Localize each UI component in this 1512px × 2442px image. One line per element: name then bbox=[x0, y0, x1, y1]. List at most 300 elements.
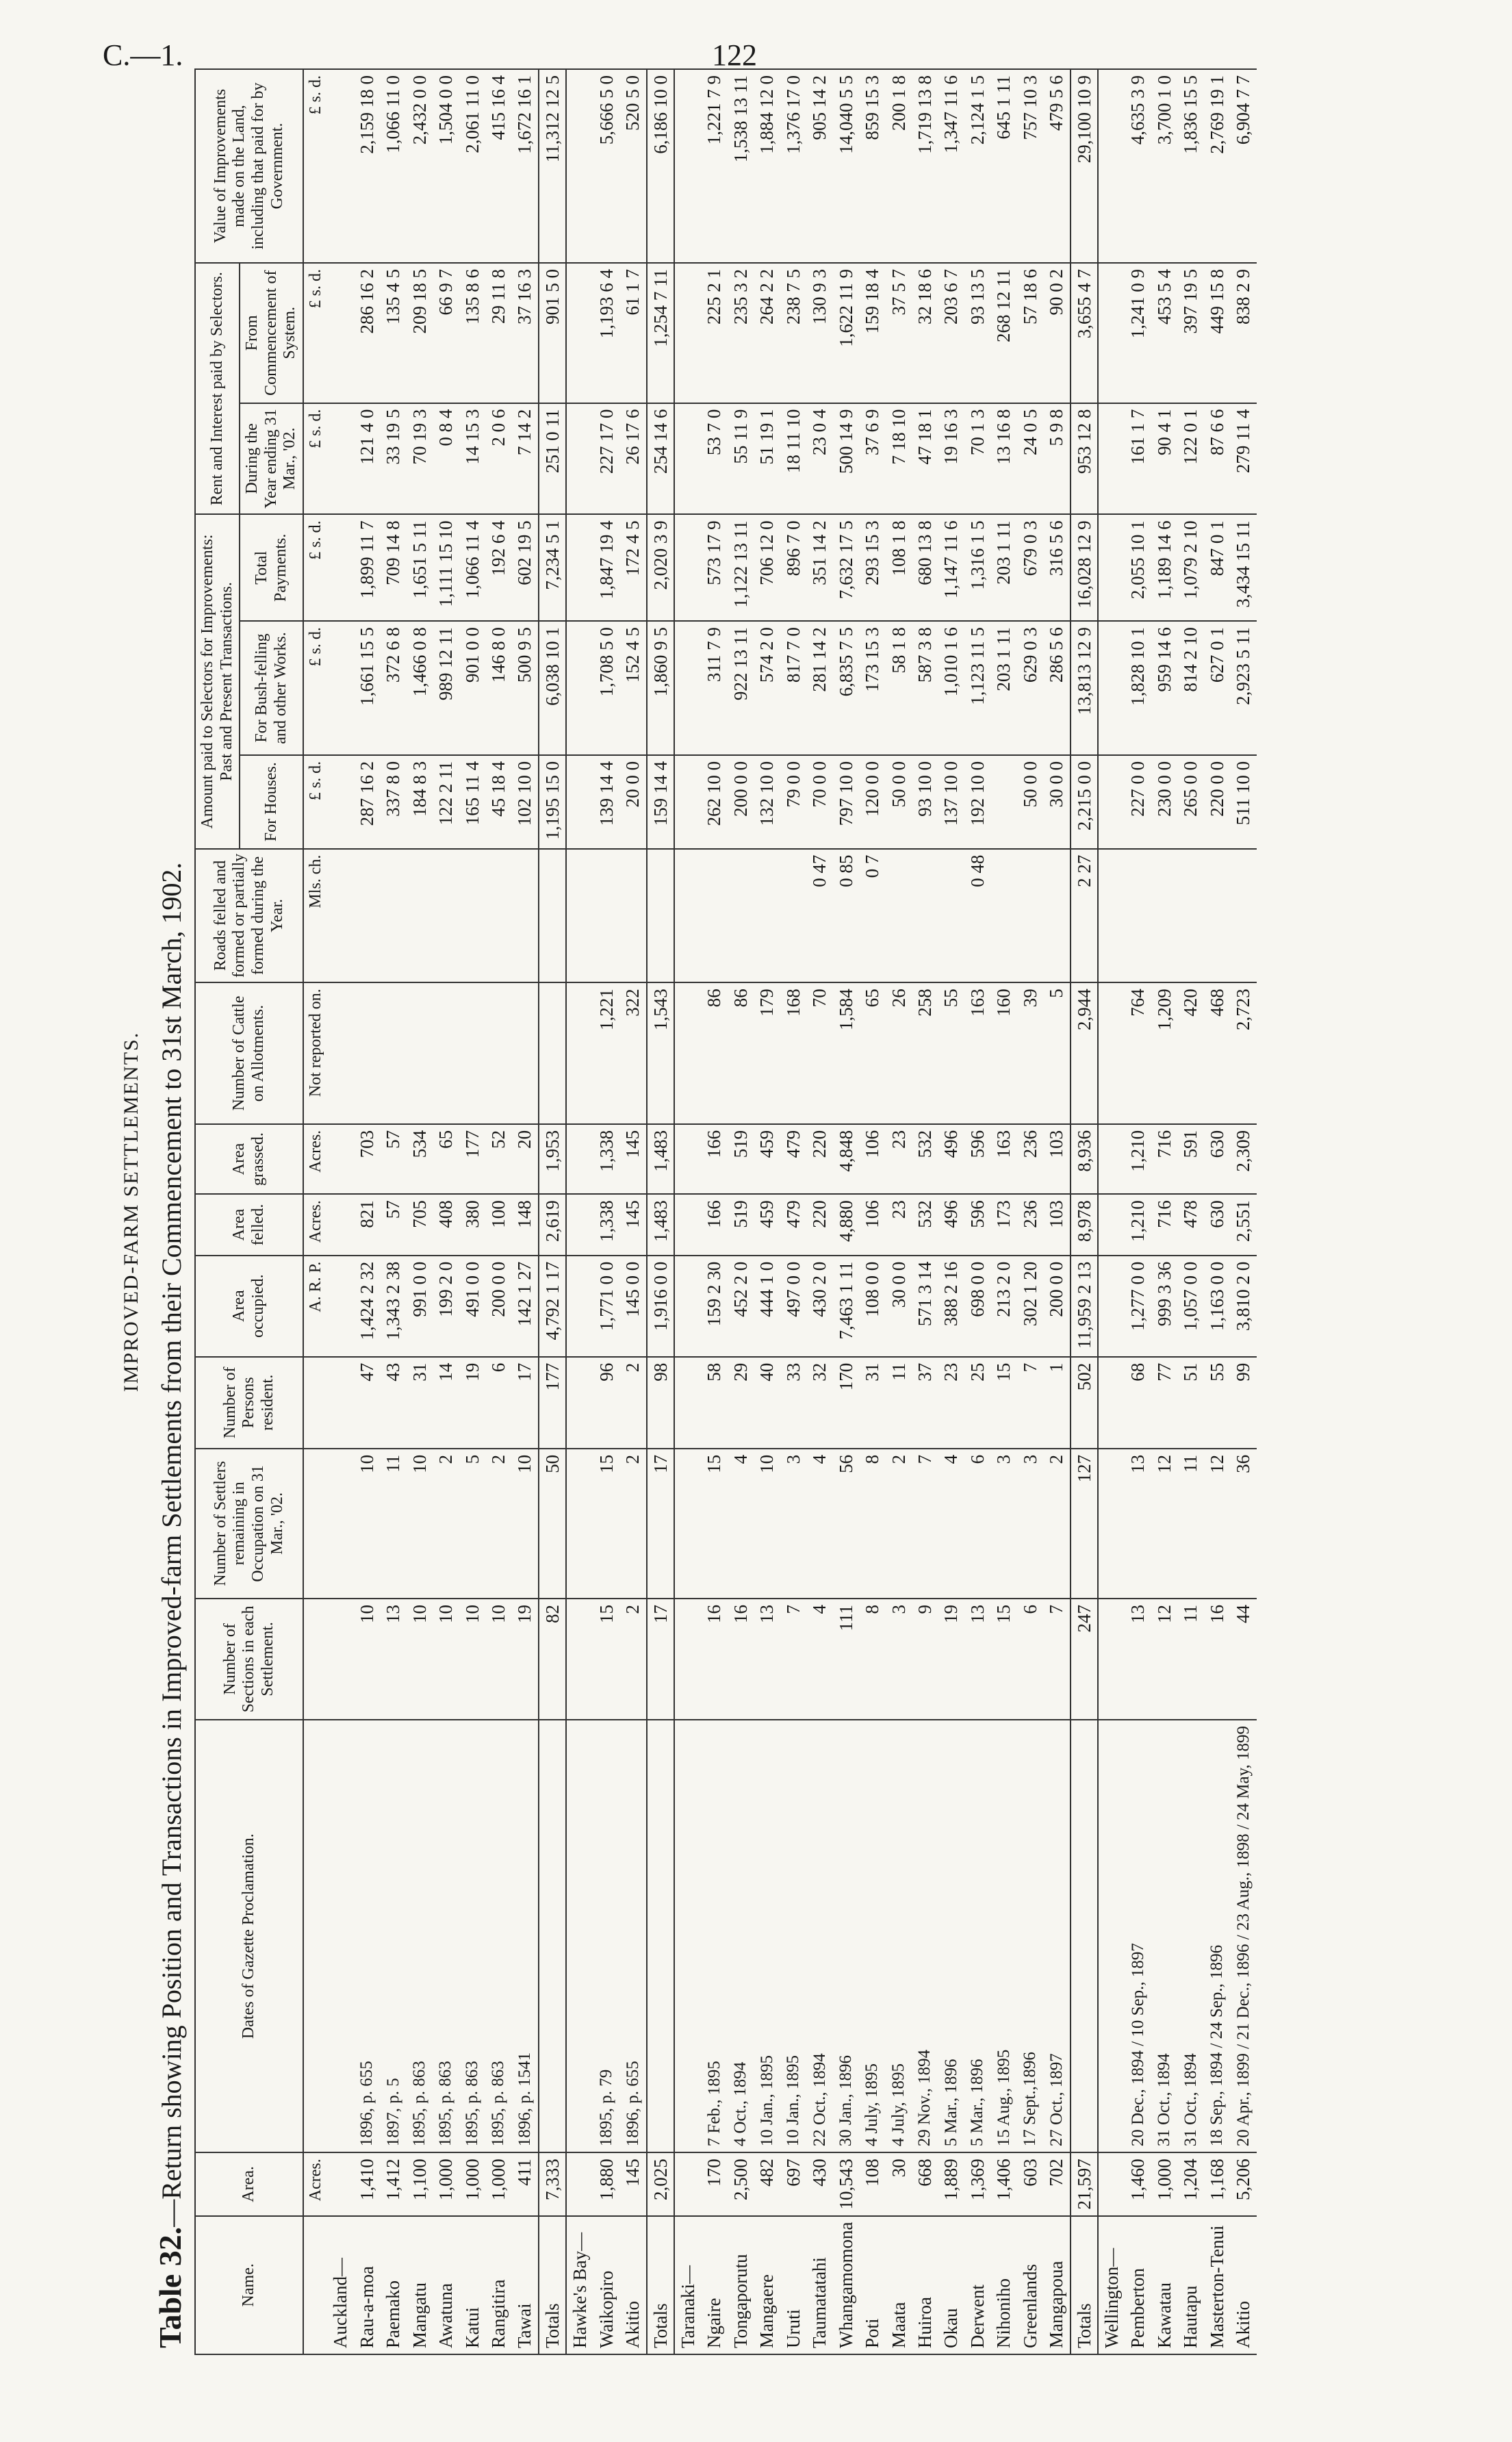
unit-money: £ s. d. bbox=[303, 403, 327, 515]
cell-name: Akitio bbox=[619, 2216, 646, 2354]
cell-area: 1,410 bbox=[354, 2152, 380, 2215]
cell-rd bbox=[1204, 849, 1230, 983]
cell-val: 645 1 11 bbox=[990, 69, 1016, 263]
cell-per: 31 bbox=[859, 1357, 885, 1449]
cell-hou: 287 16 2 bbox=[354, 755, 380, 849]
cell-cat: 39 bbox=[1017, 982, 1043, 1124]
cell-bus: 372 6 8 bbox=[380, 621, 406, 755]
cell-set: 10 bbox=[511, 1449, 538, 1599]
col-group-amount: Amount paid to Selectors for Improvements: Past and Present Transactions. bbox=[195, 514, 240, 848]
table-row bbox=[511, 69, 538, 2354]
cell-val: 2,432 0 0 bbox=[407, 69, 433, 263]
cell-val: 2,769 19 1 bbox=[1204, 69, 1230, 263]
cell-fel: 106 bbox=[859, 1194, 885, 1255]
table-row bbox=[754, 69, 780, 2354]
cell-date: 30 Jan., 1896 bbox=[833, 1720, 859, 2152]
cell-hou: 1,195 15 0 bbox=[539, 755, 566, 849]
cell-name: Poti bbox=[859, 2216, 885, 2354]
cell-fel: 496 bbox=[938, 1194, 964, 1255]
cell-ryr: 19 16 3 bbox=[938, 403, 964, 515]
cell-rcm: 90 0 2 bbox=[1043, 263, 1070, 403]
cell-ryr: 37 6 9 bbox=[859, 403, 885, 515]
cell-occ: 497 0 0 bbox=[780, 1256, 806, 1357]
cell-fel: 8,978 bbox=[1071, 1194, 1098, 1255]
cell-area: 1,889 bbox=[938, 2152, 964, 2215]
cell-name: Mangaere bbox=[754, 2216, 780, 2354]
cell-sec: 9 bbox=[912, 1599, 938, 1720]
cell-fel: 1,338 bbox=[593, 1194, 619, 1255]
cell-hou: 227 0 0 bbox=[1125, 755, 1151, 849]
cell-val: 5,666 5 0 bbox=[593, 69, 619, 263]
cell-rcm: 268 12 11 bbox=[990, 263, 1016, 403]
cell-rcm: 66 9 7 bbox=[433, 263, 459, 403]
cell-ryr: 161 1 7 bbox=[1125, 403, 1151, 515]
cell-set: 36 bbox=[1230, 1449, 1256, 1599]
cell-date: 1895, p. 79 bbox=[593, 1720, 619, 2152]
cell-ryr: 5 9 8 bbox=[1043, 403, 1070, 515]
cell-cat: 86 bbox=[701, 982, 727, 1124]
cell-set: 10 bbox=[407, 1449, 433, 1599]
cell-name: Uruti bbox=[780, 2216, 806, 2354]
cell-val: 2,159 18 0 bbox=[354, 69, 380, 263]
cell-name: Greenlands bbox=[1017, 2216, 1043, 2354]
cell-gra: 220 bbox=[806, 1124, 832, 1194]
cell-tot: 709 14 8 bbox=[380, 514, 406, 621]
cell-occ: 430 2 0 bbox=[806, 1256, 832, 1357]
cell-cat bbox=[354, 982, 380, 1124]
cell-area: 1,100 bbox=[407, 2152, 433, 2215]
cell-sec: 3 bbox=[886, 1599, 912, 1720]
cell-set: 2 bbox=[886, 1449, 912, 1599]
cell-fel: 57 bbox=[380, 1194, 406, 1255]
cell-bus: 989 12 11 bbox=[433, 621, 459, 755]
cell-name: Awatuna bbox=[433, 2216, 459, 2354]
cell-date: 4 Oct., 1894 bbox=[728, 1720, 754, 2152]
cattle-note: Not reported on. bbox=[303, 982, 327, 1124]
cell-name: Derwent bbox=[964, 2216, 990, 2354]
cell-bus: 629 0 3 bbox=[1017, 621, 1043, 755]
cell-rcm: 264 2 2 bbox=[754, 263, 780, 403]
table-row bbox=[990, 69, 1016, 2354]
cell-area: 145 bbox=[619, 2152, 646, 2215]
cell-hou: 192 10 0 bbox=[964, 755, 990, 849]
cell-gra: 65 bbox=[433, 1124, 459, 1194]
cell-val: 1,884 12 0 bbox=[754, 69, 780, 263]
cell-bus: 922 13 11 bbox=[728, 621, 754, 755]
cell-date: 20 Dec., 1894 / 10 Sep., 1897 bbox=[1125, 1720, 1151, 2152]
cell-fel: 478 bbox=[1177, 1194, 1203, 1255]
cell-rcm: 159 18 4 bbox=[859, 263, 885, 403]
cell-bus: 146 8 0 bbox=[485, 621, 511, 755]
cell-occ: 991 0 0 bbox=[407, 1256, 433, 1357]
cell-rd bbox=[511, 849, 538, 983]
table-row bbox=[938, 69, 964, 2354]
cell-occ: 1,424 2 32 bbox=[354, 1256, 380, 1357]
cell-bus: 587 3 8 bbox=[912, 621, 938, 755]
cell-date: 31 Oct., 1894 bbox=[1177, 1720, 1203, 2152]
cell-area: 1,000 bbox=[485, 2152, 511, 2215]
cell-fel: 630 bbox=[1204, 1194, 1230, 1255]
cell-rd bbox=[354, 849, 380, 983]
cell-set: 15 bbox=[701, 1449, 727, 1599]
cell-cat bbox=[433, 982, 459, 1124]
cell-per: 43 bbox=[380, 1357, 406, 1449]
region-name: Wellington— bbox=[1098, 2216, 1125, 2354]
cell-val: 1,538 13 11 bbox=[728, 69, 754, 263]
cell-cat: 1,209 bbox=[1151, 982, 1177, 1124]
cell-fel: 519 bbox=[728, 1194, 754, 1255]
cell-date: 31 Oct., 1894 bbox=[1151, 1720, 1177, 2152]
cell-val: 1,066 11 0 bbox=[380, 69, 406, 263]
cell-bus: 281 14 2 bbox=[806, 621, 832, 755]
cell-area: 1,369 bbox=[964, 2152, 990, 2215]
cell-occ: 7,463 1 11 bbox=[833, 1256, 859, 1357]
cell-hou: 139 14 4 bbox=[593, 755, 619, 849]
cell-rcm: 209 18 5 bbox=[407, 263, 433, 403]
cell-bus: 1,010 1 6 bbox=[938, 621, 964, 755]
cell-sec: 19 bbox=[938, 1599, 964, 1720]
cell-gra: 4,848 bbox=[833, 1124, 859, 1194]
cell-per: 2 bbox=[619, 1357, 646, 1449]
cell-rcm: 1,241 0 9 bbox=[1125, 263, 1151, 403]
table-row bbox=[912, 69, 938, 2354]
cell-val: 1,504 0 0 bbox=[433, 69, 459, 263]
cell-rcm: 61 1 7 bbox=[619, 263, 646, 403]
cell-occ: 11,959 2 13 bbox=[1071, 1256, 1098, 1357]
cell-occ: 200 0 0 bbox=[1043, 1256, 1070, 1357]
cell-tot: 1,111 15 10 bbox=[433, 514, 459, 621]
cell-area: 668 bbox=[912, 2152, 938, 2215]
cell-set: 12 bbox=[1204, 1449, 1230, 1599]
cell-name: Akitio bbox=[1230, 2216, 1256, 2354]
units-row bbox=[303, 69, 327, 2354]
totals-row bbox=[647, 69, 674, 2354]
cell-rd bbox=[593, 849, 619, 983]
cell-rd bbox=[647, 849, 674, 983]
cell-tot: 1,122 13 11 bbox=[728, 514, 754, 621]
unit-felled: Acres. bbox=[303, 1194, 327, 1255]
cell-area: 603 bbox=[1017, 2152, 1043, 2215]
cell-rcm: 453 5 4 bbox=[1151, 263, 1177, 403]
cell-set: 11 bbox=[380, 1449, 406, 1599]
cell-area: 1,000 bbox=[1151, 2152, 1177, 2215]
cell-ryr: 121 4 0 bbox=[354, 403, 380, 515]
cell-date: 15 Aug., 1895 bbox=[990, 1720, 1016, 2152]
cell-sec: 111 bbox=[833, 1599, 859, 1720]
cell-name: Maata bbox=[886, 2216, 912, 2354]
col-dates: Dates of Gazette Proclamation. bbox=[195, 1720, 303, 2152]
cell-rd bbox=[1043, 849, 1070, 983]
cell-per: 6 bbox=[485, 1357, 511, 1449]
cell-date bbox=[539, 1720, 566, 2152]
cell-occ: 452 2 0 bbox=[728, 1256, 754, 1357]
cell-hou: 132 10 0 bbox=[754, 755, 780, 849]
cell-hou: 50 0 0 bbox=[1017, 755, 1043, 849]
cell-rcm: 3,655 4 7 bbox=[1071, 263, 1098, 403]
cell-date: 20 Apr., 1899 / 21 Dec., 1896 / 23 Aug., 1898 / 24 May, 1899 bbox=[1230, 1720, 1256, 2152]
col-rent-commence: From Commencement of System. bbox=[240, 263, 303, 403]
cell-occ: 142 1 27 bbox=[511, 1256, 538, 1357]
cell-gra: 716 bbox=[1151, 1124, 1177, 1194]
cell-date: 4 July, 1895 bbox=[859, 1720, 885, 2152]
cell-ryr: 0 8 4 bbox=[433, 403, 459, 515]
cell-fel: 173 bbox=[990, 1194, 1016, 1255]
cell-per: 98 bbox=[647, 1357, 674, 1449]
cell-hou: 797 10 0 bbox=[833, 755, 859, 849]
cell-tot: 680 13 8 bbox=[912, 514, 938, 621]
cell-ryr: 227 17 0 bbox=[593, 403, 619, 515]
cell-per: 77 bbox=[1151, 1357, 1177, 1449]
cell-bus: 1,708 5 0 bbox=[593, 621, 619, 755]
table-row bbox=[1125, 69, 1151, 2354]
cell-bus: 500 9 5 bbox=[511, 621, 538, 755]
cell-rd bbox=[728, 849, 754, 983]
cell-set: 50 bbox=[539, 1449, 566, 1599]
cell-hou: 102 10 0 bbox=[511, 755, 538, 849]
cell-occ: 30 0 0 bbox=[886, 1256, 912, 1357]
table-row bbox=[593, 69, 619, 2354]
cell-per: 25 bbox=[964, 1357, 990, 1449]
cell-set: 4 bbox=[728, 1449, 754, 1599]
cell-occ: 1,057 0 0 bbox=[1177, 1256, 1203, 1357]
table-row bbox=[1204, 69, 1230, 2354]
cell-gra: 1,210 bbox=[1125, 1124, 1151, 1194]
cell-fel: 2,551 bbox=[1230, 1194, 1256, 1255]
cell-bus: 311 7 9 bbox=[701, 621, 727, 755]
cell-sec: 13 bbox=[1125, 1599, 1151, 1720]
cell-sec: 16 bbox=[701, 1599, 727, 1720]
page-header-left: C.—1. bbox=[103, 38, 183, 72]
cell-occ: 1,771 0 0 bbox=[593, 1256, 619, 1357]
unit-money: £ s. d. bbox=[303, 755, 327, 849]
rotated-table-sheet bbox=[116, 48, 1417, 2376]
table-row bbox=[859, 69, 885, 2354]
cell-ryr: 18 11 10 bbox=[780, 403, 806, 515]
cell-ryr: 23 0 4 bbox=[806, 403, 832, 515]
cell-bus: 817 7 0 bbox=[780, 621, 806, 755]
unit-roads: Mls. ch. bbox=[303, 849, 327, 983]
cell-tot: 706 12 0 bbox=[754, 514, 780, 621]
unit-money: £ s. d. bbox=[303, 514, 327, 621]
cell-area: 1,000 bbox=[433, 2152, 459, 2215]
cell-name: Tawai bbox=[511, 2216, 538, 2354]
col-occupied: Area occupied. bbox=[195, 1256, 303, 1357]
cell-cat: 160 bbox=[990, 982, 1016, 1124]
cell-val: 6,904 7 7 bbox=[1230, 69, 1256, 263]
cell-cat: 1,221 bbox=[593, 982, 619, 1124]
cell-name: Masterton-Tenui bbox=[1204, 2216, 1230, 2354]
cell-set: 8 bbox=[859, 1449, 885, 1599]
cell-sec: 10 bbox=[354, 1599, 380, 1720]
cell-bus: 574 2 0 bbox=[754, 621, 780, 755]
cell-rcm: 238 7 5 bbox=[780, 263, 806, 403]
cell-ryr: 90 4 1 bbox=[1151, 403, 1177, 515]
cell-area: 482 bbox=[754, 2152, 780, 2215]
cell-cat: 1,584 bbox=[833, 982, 859, 1124]
cell-bus: 58 1 8 bbox=[886, 621, 912, 755]
cell-tot: 1,847 19 4 bbox=[593, 514, 619, 621]
cell-cat: 163 bbox=[964, 982, 990, 1124]
cell-rcm: 449 15 8 bbox=[1204, 263, 1230, 403]
cell-name: Huiroa bbox=[912, 2216, 938, 2354]
cell-bus: 1,123 11 5 bbox=[964, 621, 990, 755]
cell-area: 1,168 bbox=[1204, 2152, 1230, 2215]
cell-set: 7 bbox=[912, 1449, 938, 1599]
cell-sec: 13 bbox=[380, 1599, 406, 1720]
cell-sec: 15 bbox=[593, 1599, 619, 1720]
table-title: —Return showing Position and Transactions in Improved-farm Settlements from their Commencement to 31st March, 1902. bbox=[156, 862, 187, 2227]
cell-set: 5 bbox=[459, 1449, 485, 1599]
cell-cat: 322 bbox=[619, 982, 646, 1124]
cell-tot: 351 14 2 bbox=[806, 514, 832, 621]
cell-rcm: 901 5 0 bbox=[539, 263, 566, 403]
unit-occupied: A. R. P. bbox=[303, 1256, 327, 1357]
cell-per: 23 bbox=[938, 1357, 964, 1449]
cell-name: Mangapoua bbox=[1043, 2216, 1070, 2354]
table-row bbox=[886, 69, 912, 2354]
cell-name: Okau bbox=[938, 2216, 964, 2354]
cell-gra: 596 bbox=[964, 1124, 990, 1194]
cell-gra: 8,936 bbox=[1071, 1124, 1098, 1194]
cell-ryr: 254 14 6 bbox=[647, 403, 674, 515]
cell-ryr: 55 11 9 bbox=[728, 403, 754, 515]
cell-rcm: 37 5 7 bbox=[886, 263, 912, 403]
cell-set: 6 bbox=[964, 1449, 990, 1599]
cell-fel: 479 bbox=[780, 1194, 806, 1255]
table-row bbox=[728, 69, 754, 2354]
cell-bus: 1,860 9 5 bbox=[647, 621, 674, 755]
cell-hou: 50 0 0 bbox=[886, 755, 912, 849]
cell-hou: 184 8 3 bbox=[407, 755, 433, 849]
cell-per: 177 bbox=[539, 1357, 566, 1449]
cell-tot: 108 1 8 bbox=[886, 514, 912, 621]
cell-per: 32 bbox=[806, 1357, 832, 1449]
cell-hou: 20 0 0 bbox=[619, 755, 646, 849]
unit-area: Acres. bbox=[303, 2152, 327, 2215]
region-row bbox=[566, 69, 593, 2354]
cell-sec: 10 bbox=[459, 1599, 485, 1720]
cell-per: 11 bbox=[886, 1357, 912, 1449]
cell-sec: 13 bbox=[754, 1599, 780, 1720]
cell-area: 2,025 bbox=[647, 2152, 674, 2215]
cell-sec: 8 bbox=[859, 1599, 885, 1720]
col-total: Total Payments. bbox=[240, 514, 303, 621]
cell-gra: 106 bbox=[859, 1124, 885, 1194]
cell-name: Paemako bbox=[380, 2216, 406, 2354]
cell-rd bbox=[1177, 849, 1203, 983]
cell-sec: 15 bbox=[990, 1599, 1016, 1720]
cell-fel: 236 bbox=[1017, 1194, 1043, 1255]
cell-area: 1,000 bbox=[459, 2152, 485, 2215]
cell-bus: 814 2 10 bbox=[1177, 621, 1203, 755]
cell-cat bbox=[539, 982, 566, 1124]
cell-sec: 16 bbox=[728, 1599, 754, 1720]
unit-money: £ s. d. bbox=[303, 69, 327, 263]
cell-hou: 93 10 0 bbox=[912, 755, 938, 849]
cell-tot: 1,066 11 4 bbox=[459, 514, 485, 621]
cell-tot: 203 1 11 bbox=[990, 514, 1016, 621]
cell-per: 58 bbox=[701, 1357, 727, 1449]
cell-bus: 13,813 12 9 bbox=[1071, 621, 1098, 755]
cell-fel: 1,210 bbox=[1125, 1194, 1151, 1255]
cell-tot: 1,147 11 6 bbox=[938, 514, 964, 621]
cell-per: 55 bbox=[1204, 1357, 1230, 1449]
col-houses: For Houses. bbox=[240, 755, 303, 849]
cell-fel: 2,619 bbox=[539, 1194, 566, 1255]
cell-set: 12 bbox=[1151, 1449, 1177, 1599]
cell-tot: 1,316 1 5 bbox=[964, 514, 990, 621]
cell-gra: 519 bbox=[728, 1124, 754, 1194]
cell-ryr: 953 12 8 bbox=[1071, 403, 1098, 515]
cell-rd bbox=[886, 849, 912, 983]
cell-rd: 0 47 bbox=[806, 849, 832, 983]
cell-occ: 213 2 0 bbox=[990, 1256, 1016, 1357]
cell-occ: 200 0 0 bbox=[485, 1256, 511, 1357]
cell-bus: 6,038 10 1 bbox=[539, 621, 566, 755]
cell-rcm: 130 9 3 bbox=[806, 263, 832, 403]
table-row bbox=[380, 69, 406, 2354]
cell-set: 4 bbox=[806, 1449, 832, 1599]
cell-ryr: 53 7 0 bbox=[701, 403, 727, 515]
cell-fel: 459 bbox=[754, 1194, 780, 1255]
cell-val: 1,347 11 6 bbox=[938, 69, 964, 263]
cell-ryr: 70 19 3 bbox=[407, 403, 433, 515]
col-value: Value of Improvements made on the Land, including that paid for by Government. bbox=[195, 69, 303, 263]
unit-grassed: Acres. bbox=[303, 1124, 327, 1194]
cell-ryr: 33 19 5 bbox=[380, 403, 406, 515]
cell-tot: 2,020 3 9 bbox=[647, 514, 674, 621]
cell-cat bbox=[407, 982, 433, 1124]
cell-rcm: 135 4 5 bbox=[380, 263, 406, 403]
cell-per: 33 bbox=[780, 1357, 806, 1449]
cell-sec: 12 bbox=[1151, 1599, 1177, 1720]
cell-rd: 2 27 bbox=[1071, 849, 1098, 983]
cell-hou: 2,215 0 0 bbox=[1071, 755, 1098, 849]
cell-set: 3 bbox=[1017, 1449, 1043, 1599]
page-number: 122 bbox=[712, 38, 757, 72]
cell-rcm: 397 19 5 bbox=[1177, 263, 1203, 403]
cell-cat bbox=[459, 982, 485, 1124]
cell-fel: 821 bbox=[354, 1194, 380, 1255]
cell-bus: 203 1 11 bbox=[990, 621, 1016, 755]
cell-occ: 302 1 20 bbox=[1017, 1256, 1043, 1357]
cell-cat: 2,944 bbox=[1071, 982, 1098, 1124]
table-row bbox=[806, 69, 832, 2354]
cell-hou: 30 0 0 bbox=[1043, 755, 1070, 849]
cell-gra: 591 bbox=[1177, 1124, 1203, 1194]
cell-sec: 2 bbox=[619, 1599, 646, 1720]
cell-tot: 293 15 3 bbox=[859, 514, 885, 621]
cell-gra: 52 bbox=[485, 1124, 511, 1194]
cell-hou: 265 0 0 bbox=[1177, 755, 1203, 849]
cell-tot: 7,234 5 1 bbox=[539, 514, 566, 621]
cell-gra: 479 bbox=[780, 1124, 806, 1194]
cell-ryr: 7 14 2 bbox=[511, 403, 538, 515]
region-row bbox=[1098, 69, 1125, 2354]
cell-tot: 2,055 10 1 bbox=[1125, 514, 1151, 621]
cell-rcm: 286 16 2 bbox=[354, 263, 380, 403]
cell-per: 502 bbox=[1071, 1357, 1098, 1449]
section-heading: IMPROVED-FARM SETTLEMENTS. bbox=[120, 1031, 142, 1392]
col-persons: Number of Persons resident. bbox=[195, 1357, 303, 1449]
cell-val: 1,836 15 5 bbox=[1177, 69, 1203, 263]
cell-ryr: 51 19 1 bbox=[754, 403, 780, 515]
cell-gra: 23 bbox=[886, 1124, 912, 1194]
cell-date: 10 Jan., 1895 bbox=[780, 1720, 806, 2152]
table-row bbox=[1151, 69, 1177, 2354]
cell-cat: 26 bbox=[886, 982, 912, 1124]
cell-date: 5 Mar., 1896 bbox=[938, 1720, 964, 2152]
